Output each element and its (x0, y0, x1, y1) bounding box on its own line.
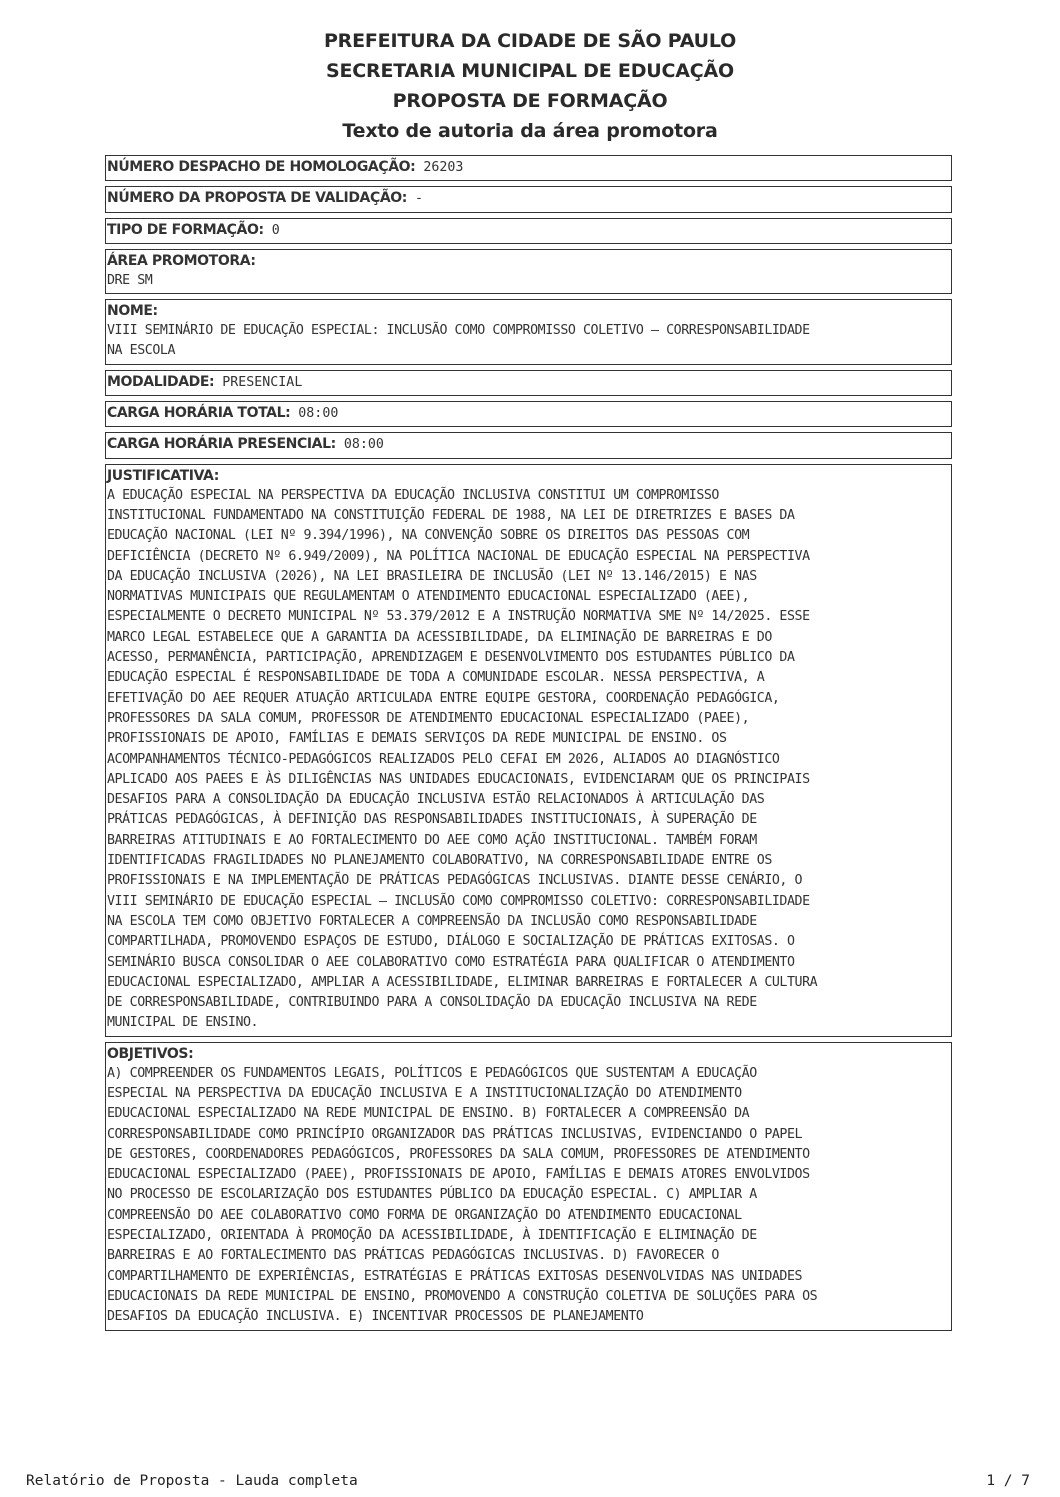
text-line: COMPARTILHAMENTO DE EXPERIÊNCIAS, ESTRATÉGIAS E PRÁTICAS EXITOSAS DESENVOLVIDAS NAS UNIDADES (107, 1268, 803, 1284)
footer-report-title: Relatório de Proposta - Lauda completa (26, 1473, 358, 1489)
field-despacho-value: 26203 (423, 160, 464, 175)
field-carga-total-label: CARGA HORÁRIA TOTAL: (107, 405, 291, 422)
text-line: MARCO LEGAL ESTABELECE QUE A GARANTIA DA ACESSIBILIDADE, DA ELIMINAÇÃO DE BARREIRAS E DO (107, 629, 772, 645)
field-justificativa (105, 464, 952, 1037)
text-line: ESPECIAL NA PERSPECTIVA DA EDUCAÇÃO INCLUSIVA E A INSTITUCIONALIZAÇÃO DO ATENDIMENTO (107, 1085, 742, 1101)
field-carga-presencial (105, 432, 952, 458)
text-line: NO PROCESSO DE ESCOLARIZAÇÃO DOS ESTUDANTES PÚBLICO DA EDUCAÇÃO ESPECIAL. C) AMPLIAR A (107, 1187, 757, 1203)
field-carga-total-value: 08:00 (298, 406, 339, 422)
footer-page-number: 1 / 7 (986, 1473, 1030, 1489)
text-line: DA EDUCAÇÃO INCLUSIVA (2026), NA LEI BRASILEIRA DE INCLUSÃO (LEI Nº 13.146/2015) E NAS (107, 568, 757, 584)
text-line: EDUCACIONAL ESPECIALIZADO NA REDE MUNICIPAL DE ENSINO. B) FORTALECER A COMPREENSÃO DA (107, 1106, 750, 1122)
header-secretaria: SECRETARIA MUNICIPAL DE EDUCAÇÃO (326, 60, 734, 82)
text-line: NA ESCOLA TEM COMO OBJETIVO FORTALECER A COMPREENSÃO DA INCLUSÃO COMO RESPONSABILIDADE (107, 913, 757, 929)
text-line: CORRESPONSABILIDADE COMO PRINCÍPIO ORGANIZADOR DAS PRÁTICAS INCLUSIVAS, EVIDENCIANDO O PAPEL (107, 1126, 803, 1142)
field-despacho (105, 155, 952, 181)
text-line: VIII SEMINÁRIO DE EDUCAÇÃO ESPECIAL: INCLUSÃO COMO COMPROMISSO COLETIVO — CORRESPONSABILIDADE (107, 323, 810, 339)
text-line: COMPARTILHADA, PROMOVENDO ESPAÇOS DE ESTUDO, DIÁLOGO E SOCIALIZAÇÃO DE PRÁTICAS EXITOSAS. O (107, 934, 795, 950)
field-area-value: DRE SM (107, 272, 153, 288)
text-line: MUNICIPAL DE ENSINO. (107, 1015, 259, 1031)
text-line: INSTITUCIONAL FUNDAMENTADO NA CONSTITUIÇÃO FEDERAL DE 1988, NA LEI DE DIRETRIZES E BASES DA (107, 507, 795, 523)
text-line: DE CORRESPONSABILIDADE, CONTRIBUINDO PARA A CONSOLIDAÇÃO DA EDUCAÇÃO INCLUSIVA NA REDE (107, 995, 757, 1011)
text-line: EDUCAÇÃO NACIONAL (LEI Nº 9.394/1996), NA CONVENÇÃO SOBRE OS DIREITOS DAS PESSOAS COM (107, 528, 750, 544)
text-line: EDUCACIONAL ESPECIALIZADO, AMPLIAR A ACESSIBILIDADE, ELIMINAR BARREIRAS E FORTALECER A CULTURA (107, 974, 818, 990)
field-modalidade-label: MODALIDADE: (107, 373, 215, 390)
field-validacao-value: - (415, 191, 424, 207)
field-nome-label: NOME: (107, 303, 158, 320)
field-tipo (105, 218, 952, 244)
text-line: PROFISSIONAIS DE APOIO, FAMÍLIAS E DEMAIS SERVIÇOS DA REDE MUNICIPAL DE ENSINO. OS (107, 731, 727, 747)
text-line: SEMINÁRIO BUSCA CONSOLIDAR O AEE COLABORATIVO COMO ESTRATÉGIA PARA QUALIFICAR O ATENDIMENTO (107, 954, 795, 970)
field-nome (105, 299, 952, 365)
text-line: IDENTIFICADAS FRAGILIDADES NO PLANEJAMENTO COLABORATIVO, NA CORRESPONSABILIDADE ENTRE OS (107, 853, 772, 869)
field-carga-total (105, 401, 952, 427)
text-line: ESPECIALIZADO, ORIENTADA À PROMOÇÃO DA ACESSIBILIDADE, À IDENTIFICAÇÃO E ELIMINAÇÃO DE (107, 1228, 757, 1244)
text-line: PRÁTICAS PEDAGÓGICAS, À DEFINIÇÃO DAS RESPONSABILIDADES INSTITUCIONAIS, À SUPERAÇÃO DE (107, 812, 757, 828)
text-line: DESAFIOS PARA A CONSOLIDAÇÃO DA EDUCAÇÃO INCLUSIVA ESTÃO RELACIONADOS À ARTICULAÇÃO DAS (107, 792, 765, 808)
text-line: DESAFIOS DA EDUCAÇÃO INCLUSIVA. E) INCENTIVAR PROCESSOS DE PLANEJAMENTO (107, 1309, 644, 1325)
text-line: BARREIRAS E AO FORTALECIMENTO DAS PRÁTICAS PEDAGÓGICAS INCLUSIVAS. D) FAVORECER O (107, 1248, 719, 1264)
field-objetivos-text (107, 1064, 951, 1328)
field-area-label: ÁREA PROMOTORA: (107, 252, 256, 269)
field-justificativa-text (107, 486, 951, 1034)
header-proposta: PROPOSTA DE FORMAÇÃO (392, 90, 668, 112)
text-line: EDUCAÇÃO ESPECIAL É RESPONSABILIDADE DE TODA A COMUNIDADE ESCOLAR. NESSA PERSPECTIVA, A (107, 670, 765, 686)
field-validacao (105, 186, 952, 212)
field-nome-text (107, 321, 951, 362)
form-fields (105, 155, 952, 1336)
field-tipo-value: 0 (271, 222, 280, 238)
text-line: A EDUCAÇÃO ESPECIAL NA PERSPECTIVA DA EDUCAÇÃO INCLUSIVA CONSTITUI UM COMPROMISSO (107, 487, 719, 503)
text-line: EFETIVAÇÃO DO AEE REQUER ATUAÇÃO ARTICULADA ENTRE EQUIPE GESTORA, COORDENAÇÃO PEDAGÓGICA, (107, 690, 780, 706)
text-line: A) COMPREENDER OS FUNDAMENTOS LEGAIS, POLÍTICOS E PEDAGÓGICOS QUE SUSTENTAM A EDUCAÇÃO (107, 1065, 757, 1081)
text-line: BARREIRAS ATITUDINAIS E AO FORTALECIMENTO DO AEE COMO AÇÃO INSTITUCIONAL. TAMBÉM FORAM (107, 832, 757, 848)
text-line: EDUCACIONAL ESPECIALIZADO (PAEE), PROFISSIONAIS DE APOIO, FAMÍLIAS E DEMAIS ATORES ENVOLVIDOS (107, 1167, 810, 1183)
header-prefeitura: PREFEITURA DA CIDADE DE SÃO PAULO (323, 30, 737, 52)
text-line: PROFISSIONAIS E NA IMPLEMENTAÇÃO DE PRÁTICAS PEDAGÓGICAS INCLUSIVAS. DIANTE DESSE CENÁRIO, O (107, 873, 803, 889)
text-line: COMPREENSÃO DO AEE COLABORATIVO COMO FORMA DE ORGANIZAÇÃO DO ATENDIMENTO EDUCACIONAL (107, 1207, 742, 1223)
field-despacho-label: NÚMERO DESPACHO DE HOMOLOGAÇÃO: (107, 159, 416, 175)
text-line: ACESSO, PERMANÊNCIA, PARTICIPAÇÃO, APRENDIZAGEM E DESENVOLVIMENTO DOS ESTUDANTES PÚBLICO DA (107, 650, 795, 666)
text-line: ACOMPANHAMENTOS TÉCNICO-PEDAGÓGICOS REALIZADOS PELO CEFAI EM 2026, ALIADOS AO DIAGNÓSTICO (107, 751, 780, 767)
page-footer (26, 1473, 1030, 1489)
field-modalidade (105, 370, 952, 396)
field-carga-presencial-label: CARGA HORÁRIA PRESENCIAL: (107, 436, 336, 453)
text-line: VIII SEMINÁRIO DE EDUCAÇÃO ESPECIAL — INCLUSÃO COMO COMPROMISSO COLETIVO: CORRESPONSABILIDADE (107, 893, 810, 909)
field-objetivos (105, 1042, 952, 1331)
field-modalidade-value: PRESENCIAL (222, 374, 303, 390)
field-justificativa-label: JUSTIFICATIVA: (107, 467, 219, 484)
text-line: ESPECIALMENTE O DECRETO MUNICIPAL Nº 53.379/2012 E A INSTRUÇÃO NORMATIVA SME Nº 14/2025. ESSE (107, 609, 810, 625)
field-objetivos-label: OBJETIVOS: (107, 1045, 194, 1062)
text-line: EDUCACIONAIS DA REDE MUNICIPAL DE ENSINO, PROMOVENDO A CONSTRUÇÃO COLETIVA DE SOLUÇÕES PARA OS (107, 1288, 818, 1304)
text-line: DE GESTORES, COORDENADORES PEDAGÓGICOS, PROFESSORES DA SALA COMUM, PROFESSORES DE ATENDIMENTO (107, 1146, 810, 1162)
field-carga-presencial-value: 08:00 (343, 437, 384, 453)
text-line: DEFICIÊNCIA (DECRETO Nº 6.949/2009), NA POLÍTICA NACIONAL DE EDUCAÇÃO ESPECIAL NA PERSPECTIVA (107, 548, 810, 564)
text-line: NA ESCOLA (107, 343, 175, 359)
text-line: NORMATIVAS MUNICIPAIS QUE REGULAMENTAM O ATENDIMENTO EDUCACIONAL ESPECIALIZADO (AEE), (107, 589, 750, 605)
field-area (105, 249, 952, 294)
text-line: PROFESSORES DA SALA COMUM, PROFESSOR DE ATENDIMENTO EDUCACIONAL ESPECIALIZADO (PAEE), (107, 710, 750, 726)
field-validacao-label: NÚMERO DA PROPOSTA DE VALIDAÇÃO: (107, 190, 407, 207)
document-header (0, 26, 1060, 146)
text-line: APLICADO AOS PAEES E ÀS DILIGÊNCIAS NAS UNIDADES EDUCACIONAIS, EVIDENCIARAM QUE OS PRINCIPAIS (107, 771, 810, 787)
header-subtitle: Texto de autoria da área promotora (342, 120, 718, 142)
field-tipo-label: TIPO DE FORMAÇÃO: (107, 221, 264, 238)
